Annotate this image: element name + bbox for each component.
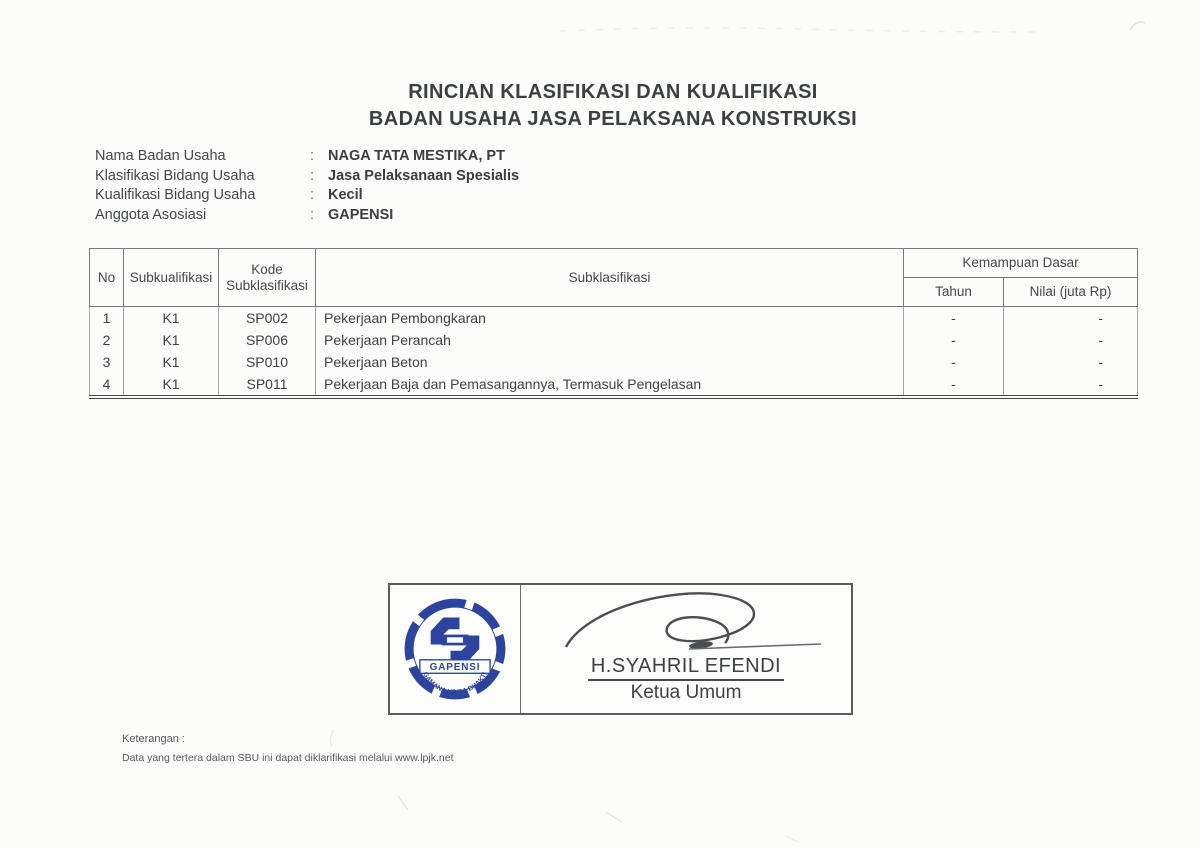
cell-tahun: - (904, 307, 1004, 330)
cell-kode: SP006 (219, 329, 316, 351)
logo-subtext: GAMANA KRIDA BHAKTI (421, 671, 489, 697)
info-value: GAPENSI (328, 206, 394, 223)
table-row (90, 351, 1138, 373)
cell-kode: SP010 (219, 351, 316, 373)
footer-note: Data yang tertera dalam SBU ini dapat diklarifikasi melalui www.lpjk.net (122, 752, 454, 764)
cell-no: 3 (90, 351, 124, 373)
classification-table (89, 248, 1138, 399)
col-header-no: No (90, 249, 124, 307)
info-value: Jasa Pelaksanaan Spesialis (328, 167, 520, 184)
title-line-2: BADAN USAHA JASA PELAKSANA KONSTRUKSI (368, 108, 858, 130)
cell-subklasifikasi: Pekerjaan Beton (316, 351, 904, 373)
signature-block (388, 583, 853, 715)
info-row-klasifikasi (95, 166, 519, 186)
col-header-subkualifikasi: Subkualifikasi (124, 249, 219, 307)
info-label: Anggota Asosiasi (95, 206, 207, 223)
info-label: Klasifikasi Bidang Usaha (95, 167, 255, 184)
title-line-1: RINCIAN KLASIFIKASI DAN KUALIFIKASI (408, 81, 818, 103)
cell-subklasifikasi: Pekerjaan Baja dan Pemasangannya, Termasuk Pengelasan (316, 373, 904, 397)
info-label: Nama Badan Usaha (95, 147, 226, 164)
col-header-kode: Kode Subklasifikasi (219, 249, 316, 307)
info-value: NAGA TATA MESTIKA, PT (328, 147, 505, 164)
cell-no: 2 (90, 329, 124, 351)
cell-tahun: - (904, 351, 1004, 373)
info-colon: : (310, 167, 315, 184)
cell-subkualifikasi: K1 (124, 351, 219, 373)
document-title (13, 79, 1200, 133)
col-header-kemampuan-dasar: Kemampuan Dasar (904, 249, 1138, 278)
cell-tahun: - (904, 373, 1004, 397)
cell-nilai: - (1004, 351, 1138, 373)
cell-tahun: - (904, 329, 1004, 351)
table-row (90, 307, 1138, 330)
cell-subklasifikasi: Pekerjaan Pembongkaran (316, 307, 904, 330)
signature-area (521, 585, 851, 713)
cell-subkualifikasi: K1 (124, 329, 219, 351)
cell-kode: SP002 (219, 307, 316, 330)
signatory-role: Ketua Umum (630, 682, 742, 703)
handwritten-signature (521, 587, 851, 657)
cell-kode: SP011 (219, 373, 316, 397)
table-row (90, 373, 1138, 397)
signatory-name: H.SYAHRIL EFENDI (521, 655, 851, 681)
cell-no: 4 (90, 373, 124, 397)
table-row (90, 329, 1138, 351)
info-colon: : (310, 187, 315, 204)
cell-no: 1 (90, 307, 124, 330)
info-colon: : (310, 147, 315, 164)
cell-subkualifikasi: K1 (124, 307, 219, 330)
cell-nilai: - (1004, 329, 1138, 351)
cell-nilai: - (1004, 373, 1138, 397)
info-label: Kualifikasi Bidang Usaha (95, 187, 256, 204)
info-row-asosiasi (95, 205, 519, 225)
cell-subklasifikasi: Pekerjaan Perancah (316, 329, 904, 351)
logo-text: GAPENSI (429, 662, 481, 674)
company-info-block (95, 146, 519, 225)
info-row-nama (95, 146, 519, 166)
info-colon: : (310, 206, 315, 223)
col-header-nilai: Nilai (juta Rp) (1004, 278, 1138, 307)
footer-keterangan-label: Keterangan : (122, 733, 185, 745)
info-value: Kecil (328, 187, 363, 204)
info-row-kualifikasi (95, 185, 519, 205)
cell-nilai: - (1004, 307, 1138, 330)
gapensi-logo-icon (401, 594, 509, 704)
cell-subkualifikasi: K1 (124, 373, 219, 397)
col-header-tahun: Tahun (904, 278, 1004, 307)
col-header-subklasifikasi: Subklasifikasi (316, 249, 904, 307)
